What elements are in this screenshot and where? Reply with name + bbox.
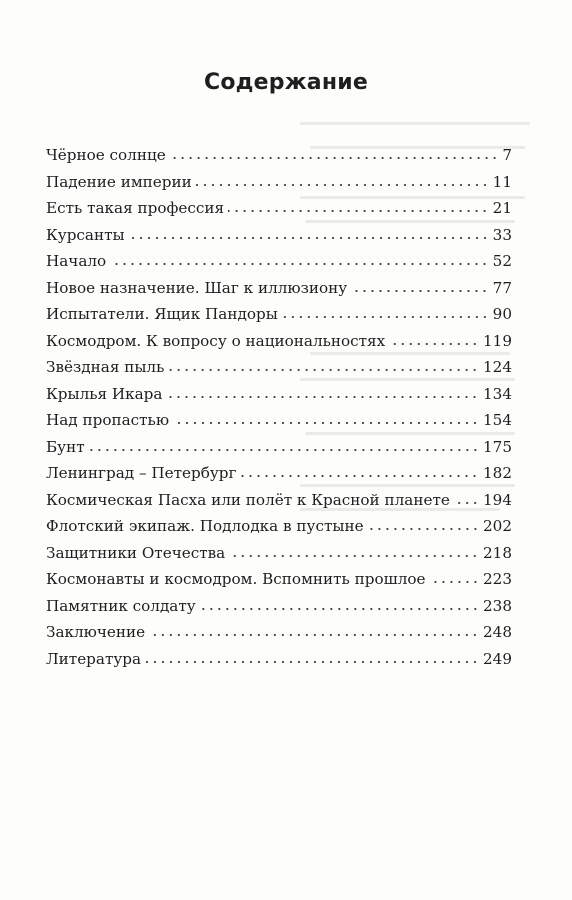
toc-entry-page: 249 [483, 649, 512, 668]
toc-entry-title: Ленинград – Петербург [46, 464, 237, 482]
toc-entry-page: 238 [483, 596, 512, 615]
toc-entry[interactable] [46, 517, 512, 544]
toc-entry[interactable] [46, 173, 512, 200]
dot-leader [351, 289, 488, 293]
dot-leader [200, 607, 479, 611]
dot-leader [149, 633, 479, 637]
toc-entry[interactable] [46, 623, 512, 650]
dot-leader [166, 395, 479, 399]
toc-entry-title: Бунт [46, 437, 85, 456]
dot-leader [430, 580, 479, 584]
toc-entry-title: Чёрное солнце [46, 146, 166, 164]
toc-entry[interactable] [46, 279, 512, 306]
toc-entry-page: 223 [483, 570, 512, 588]
toc-entry-title: Испытатели. Ящик Пандоры [46, 305, 278, 323]
toc-entry-page: 33 [492, 225, 512, 244]
toc-entry[interactable] [46, 464, 512, 491]
dot-leader [89, 448, 479, 452]
toc-entry-page: 124 [483, 358, 512, 376]
toc-entry-page: 218 [483, 543, 512, 562]
toc-entry-page: 154 [483, 411, 512, 429]
toc-entry-title: Крылья Икара [46, 384, 163, 403]
dot-leader [389, 342, 479, 346]
toc-entry[interactable] [46, 570, 512, 597]
dot-leader [454, 501, 479, 505]
toc-entry-page: 119 [483, 331, 512, 350]
dot-leader [110, 262, 488, 266]
toc-entry[interactable] [46, 332, 512, 359]
toc-entry-title: Есть такая профессия [46, 199, 225, 217]
toc-entry-title: Космонавты и космодром. Вспомнить прошлое [46, 570, 426, 588]
dot-leader [368, 527, 479, 531]
toc-entry-page: 175 [483, 437, 512, 456]
toc-entry[interactable] [46, 252, 512, 279]
toc-entry-title: Начало [46, 252, 107, 270]
toc-entry-title: Флотский экипаж. Подлодка в пустыне [46, 517, 364, 535]
toc-entry-page: 248 [483, 623, 512, 641]
toc-entry-title: Над пропастью [46, 411, 170, 429]
dot-leader [228, 209, 489, 213]
dot-leader [229, 554, 479, 558]
toc-entry-title: Курсанты [46, 225, 125, 244]
toc-entry[interactable] [46, 146, 512, 173]
toc-entry-page: 194 [483, 490, 512, 509]
toc-entry-title: Падение империи [46, 172, 192, 191]
table-of-contents [46, 146, 512, 676]
toc-entry[interactable] [46, 385, 512, 412]
toc-entry[interactable] [46, 650, 512, 677]
toc-entry-title: Космодром. К вопросу о национальностях [46, 331, 386, 350]
toc-entry[interactable] [46, 226, 512, 253]
toc-entry-page: 77 [492, 278, 512, 297]
dot-leader [196, 183, 489, 187]
dot-leader [145, 660, 479, 664]
toc-entry-page: 21 [492, 199, 512, 217]
toc-entry[interactable] [46, 438, 512, 465]
dot-leader [240, 474, 479, 478]
toc-entry-title: Космическая Пасха или полёт к Красной планете [46, 490, 450, 509]
toc-entry-title: Защитники Отечества [46, 543, 226, 562]
toc-entry-page: 52 [492, 252, 512, 270]
toc-entry-page: 134 [483, 384, 512, 403]
dot-leader [170, 156, 499, 160]
toc-entry-page: 202 [483, 517, 512, 535]
toc-entry-title: Звёздная пыль [46, 358, 165, 376]
dot-leader [282, 315, 489, 319]
toc-entry-title: Заключение [46, 623, 146, 641]
dot-leader [129, 236, 489, 240]
toc-entry-page: 90 [492, 305, 512, 323]
toc-entry[interactable] [46, 491, 512, 518]
toc-entry[interactable] [46, 597, 512, 624]
toc-entry[interactable] [46, 411, 512, 438]
toc-entry-page: 182 [483, 464, 512, 482]
page-title: Содержание [204, 70, 368, 95]
toc-entry-page: 7 [502, 146, 512, 164]
toc-entry-title: Литература [46, 649, 142, 668]
toc-entry[interactable] [46, 199, 512, 226]
toc-entry[interactable] [46, 305, 512, 332]
dot-leader [173, 421, 479, 425]
toc-entry-page: 11 [492, 172, 512, 191]
toc-entry[interactable] [46, 544, 512, 571]
toc-entry-title: Памятник солдату [46, 596, 196, 615]
dot-leader [168, 368, 479, 372]
toc-entry-title: Новое назначение. Шаг к иллюзиону [46, 278, 348, 297]
toc-entry[interactable] [46, 358, 512, 385]
